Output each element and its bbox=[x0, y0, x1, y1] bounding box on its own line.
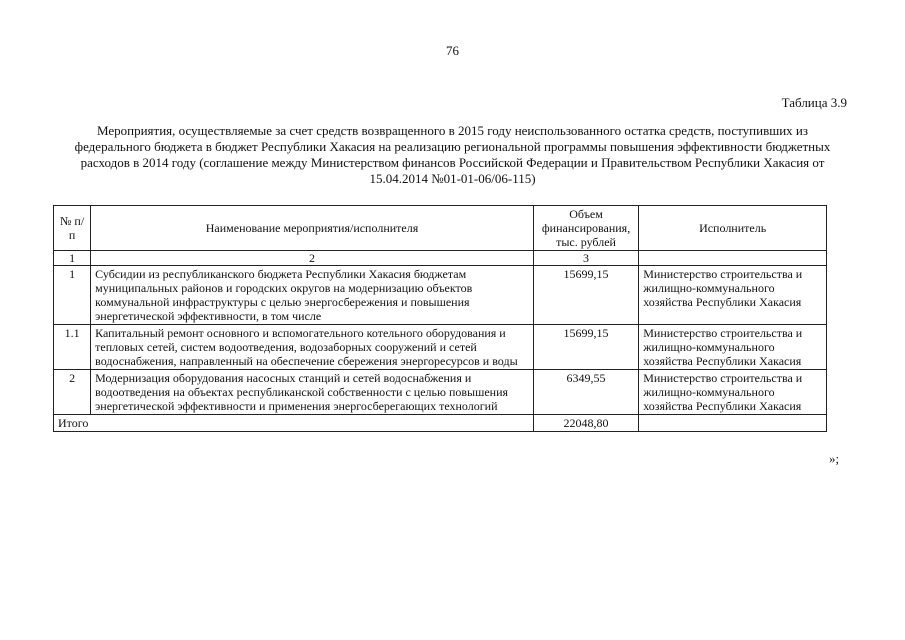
table-header-row bbox=[54, 206, 827, 251]
row-name: Модернизация оборудования насосных станций и сетей водоснабжения и водоотведения на объектах республиканской собственности с целью повышения энергетической эффективности и применения энергосберегающих технологий bbox=[91, 370, 534, 415]
total-amount: 22048,80 bbox=[533, 415, 638, 432]
row-executor: Министерство строительства и жилищно-коммунального хозяйства Республики Хакасия bbox=[639, 325, 827, 370]
table-row bbox=[54, 370, 827, 415]
row-executor: Министерство строительства и жилищно-коммунального хозяйства Республики Хакасия bbox=[639, 370, 827, 415]
header-name: Наименование мероприятия/исполнителя bbox=[91, 206, 534, 251]
column-number: 3 bbox=[533, 251, 638, 266]
total-row bbox=[54, 415, 827, 432]
column-number: 1 bbox=[54, 251, 91, 266]
total-label: Итого bbox=[54, 415, 534, 432]
page-number: 76 bbox=[446, 43, 459, 58]
table-row bbox=[54, 325, 827, 370]
row-amount: 15699,15 bbox=[533, 325, 638, 370]
row-executor: Министерство строительства и жилищно-коммунального хозяйства Республики Хакасия bbox=[639, 266, 827, 325]
column-number bbox=[639, 251, 827, 266]
document-title: Мероприятия, осуществляемые за счет средств возвращенного в 2015 году неиспользованного остатка средств, поступивших из федерального бюджета в бюджет Республики Хакасия на реализацию региональной программы повышения эффективности бюджетных расходов в 2014 году (соглашение между Министерством финансов Российской Федерации и Правительством Республики Хакасия от 15.04.2014 №01-01-06/06-115) bbox=[74, 123, 831, 186]
table-row bbox=[54, 266, 827, 325]
column-number-row bbox=[54, 251, 827, 266]
funding-table bbox=[53, 205, 827, 432]
header-executor: Исполнитель bbox=[639, 206, 827, 251]
row-number: 1 bbox=[54, 266, 91, 325]
row-amount: 6349,55 bbox=[533, 370, 638, 415]
row-number: 1.1 bbox=[54, 325, 91, 370]
total-executor bbox=[639, 415, 827, 432]
row-name: Субсидии из республиканского бюджета Республики Хакасия бюджетам муниципальных районов и городских округов на модернизацию объектов коммунальной инфраструктуры с целью энергосбережения и повышения энергетической эффективности, в том числе bbox=[91, 266, 534, 325]
closing-quote-mark: »; bbox=[829, 451, 840, 466]
header-number: № п/п bbox=[54, 206, 91, 251]
row-number: 2 bbox=[54, 370, 91, 415]
table-label: Таблица 3.9 bbox=[781, 95, 847, 110]
row-name: Капитальный ремонт основного и вспомогательного котельного оборудования и тепловых сетей, систем водоотведения, водозаборных сооружений и сетей водоснабжения, направленный на обеспечение сбережения энергоресурсов и воды bbox=[91, 325, 534, 370]
header-amount: Объем финансирования, тыс. рублей bbox=[533, 206, 638, 251]
row-amount: 15699,15 bbox=[533, 266, 638, 325]
column-number: 2 bbox=[91, 251, 534, 266]
